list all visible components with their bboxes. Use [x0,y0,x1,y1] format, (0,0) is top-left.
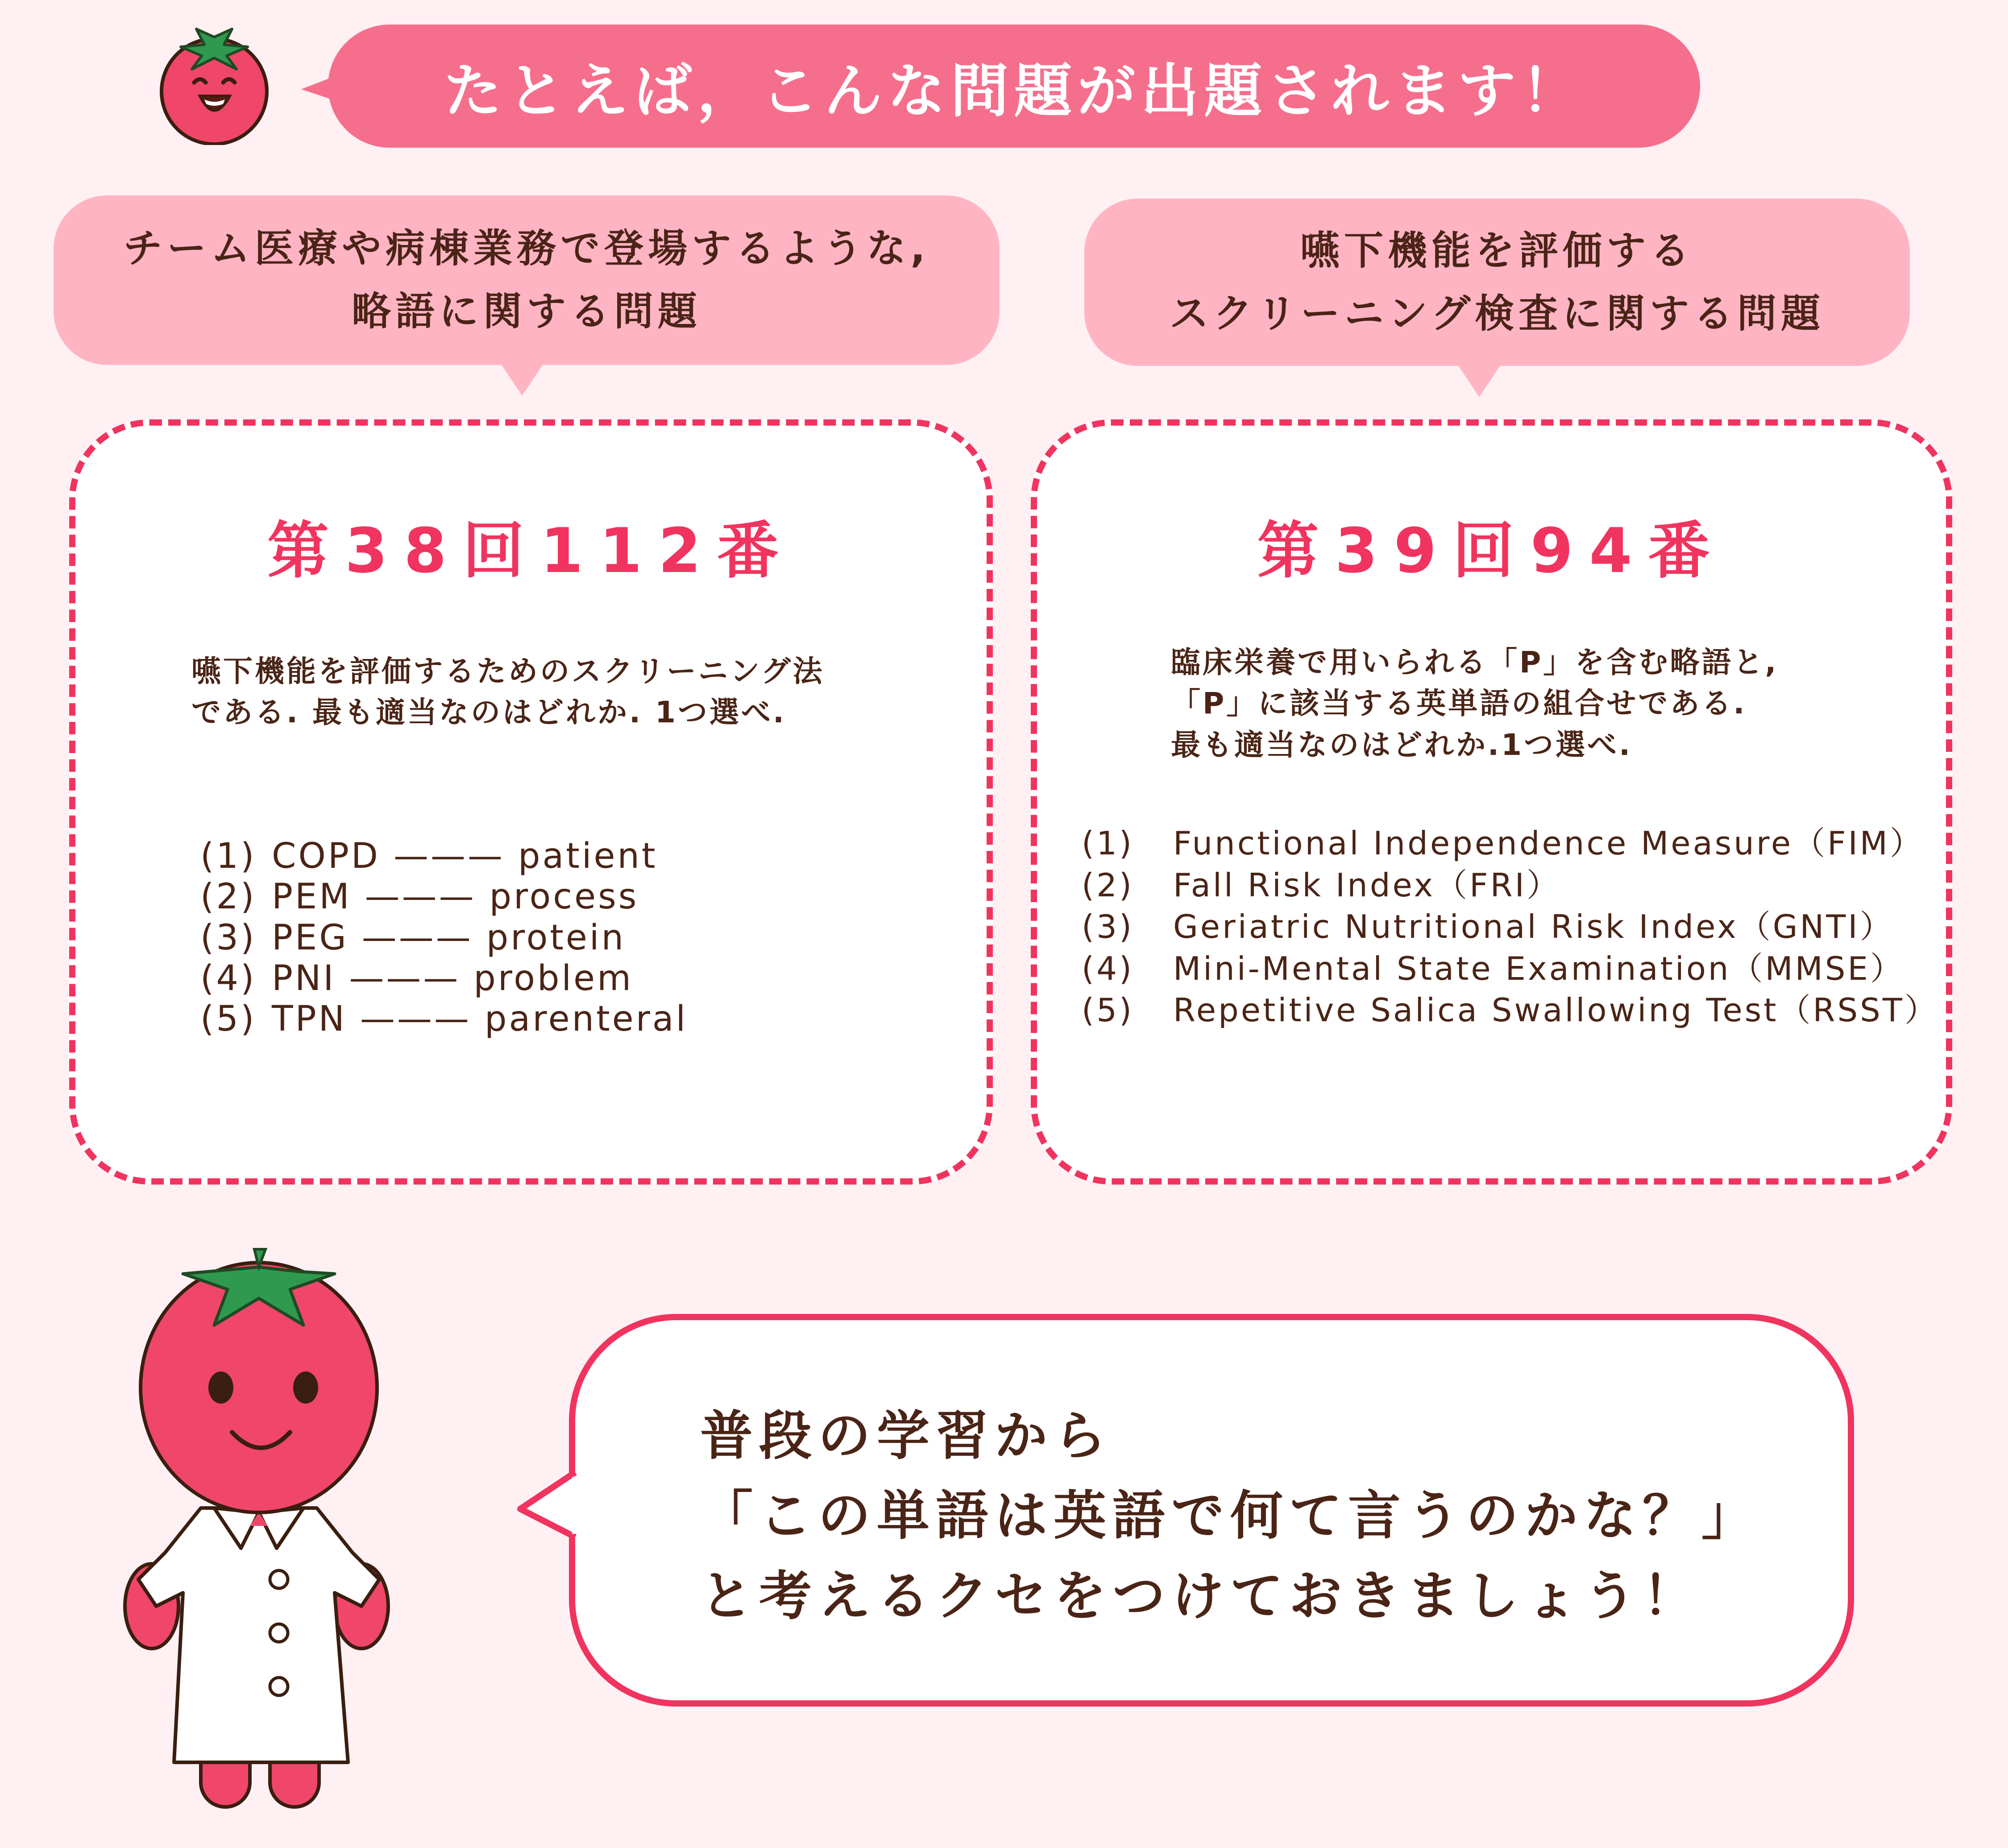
advice-bubble-tail [517,1468,579,1544]
option-number: (5) [200,999,257,1039]
option-word: problem [473,958,634,999]
question-2-option-1 [1082,823,1939,865]
topic-bubble-1 [54,195,1000,365]
option-dash: ——— [361,917,473,958]
question-2-title: 第39回94番 [1257,515,1726,587]
topic-1-tail [500,362,544,396]
option-word: parenteral [485,999,688,1039]
question-2-option-2 [1082,865,1939,907]
question-2-stem [1171,642,1778,766]
option-abbr: TPN [272,999,347,1039]
question-box-2 [1031,419,1952,1185]
option-text: Mini-Mental State Examination（MMSE） [1173,949,1904,987]
option-abbr: PNI [272,958,336,999]
tomato-face-icon [147,25,286,145]
advice-speech-bubble [569,1314,1854,1707]
question-1-option-2 [200,877,688,917]
question-2-option-5 [1082,990,1939,1032]
question-1-option-3 [200,918,688,958]
option-number: (4) [1082,949,1134,987]
option-abbr: PEM [272,877,352,917]
option-word: protein [486,917,626,958]
advice-text [700,1396,1760,1636]
option-number: (1) [1082,825,1134,862]
question-2-stem-line-2: 「P」に該当する英単語の組合せである. [1171,686,1747,721]
option-text: Geriatric Nutritional Risk Index（GNTI） [1173,908,1894,946]
question-2-stem-line-1: 臨床栄養で用いられる「P」を含む略語と, [1171,645,1779,680]
option-dash: ——— [360,999,472,1039]
option-dash: ——— [349,958,461,999]
header-title: たとえば，こんな問題が出題されます！ [444,57,1585,125]
topic-1-line-1: チーム医療や病棟業務で登場するような, [123,225,930,272]
option-number: (5) [1082,991,1134,1029]
option-word: patient [518,836,658,876]
option-number: (2) [1082,866,1134,904]
question-1-option-4 [200,958,688,999]
option-text: Repetitive Salica Swallowing Test（RSST） [1173,991,1939,1029]
option-dash: ——— [393,836,505,876]
option-text: Fall Risk Index（FRI） [1173,866,1561,904]
option-number: (3) [200,917,257,958]
option-number: (1) [200,836,257,876]
option-text: Functional Independence Measure（FIM） [1173,825,1924,862]
question-2-option-4 [1082,948,1939,990]
topic-1-line-2: 略語に関する問題 [351,288,701,334]
question-1-option-1 [200,836,688,877]
header-title-bubble [328,25,1700,148]
question-1-stem [191,651,825,733]
topic-2-line-2: スクリーニング検査に関する問題 [1169,290,1825,336]
title-bubble-tail [301,74,341,105]
tomato-nurse-mascot [112,1240,433,1820]
option-abbr: PEG [272,917,348,958]
question-1-stem-line-2: である. 最も適当なのはどれか. 1つ選べ. [191,695,787,730]
topic-bubble-2 [1084,199,1910,366]
advice-line-2: 「この単語は英語で何て言うのかな？」 [700,1485,1761,1547]
topic-2-tail [1457,364,1502,397]
question-1-options [200,836,688,1040]
option-abbr: COPD [272,836,380,876]
advice-line-1: 普段の学習から [700,1405,1113,1467]
question-2-options [1082,823,1939,1032]
option-number: (4) [200,958,257,999]
option-number: (3) [1082,908,1134,946]
question-2-stem-line-3: 最も適当なのはどれか.1つ選べ. [1171,727,1633,762]
option-number: (2) [200,877,257,917]
option-dash: ——— [365,877,476,917]
question-box-1 [69,419,993,1185]
question-1-stem-line-1: 嚥下機能を評価するためのスクリーニング法 [191,654,825,688]
question-1-option-5 [200,999,688,1040]
option-word: process [489,877,639,917]
question-1-title: 第38回112番 [267,515,795,587]
advice-line-3: と考えるクセをつけておきましょう！ [700,1565,1702,1627]
topic-2-line-1: 嚥下機能を評価する [1300,227,1694,273]
question-2-option-3 [1082,906,1939,948]
